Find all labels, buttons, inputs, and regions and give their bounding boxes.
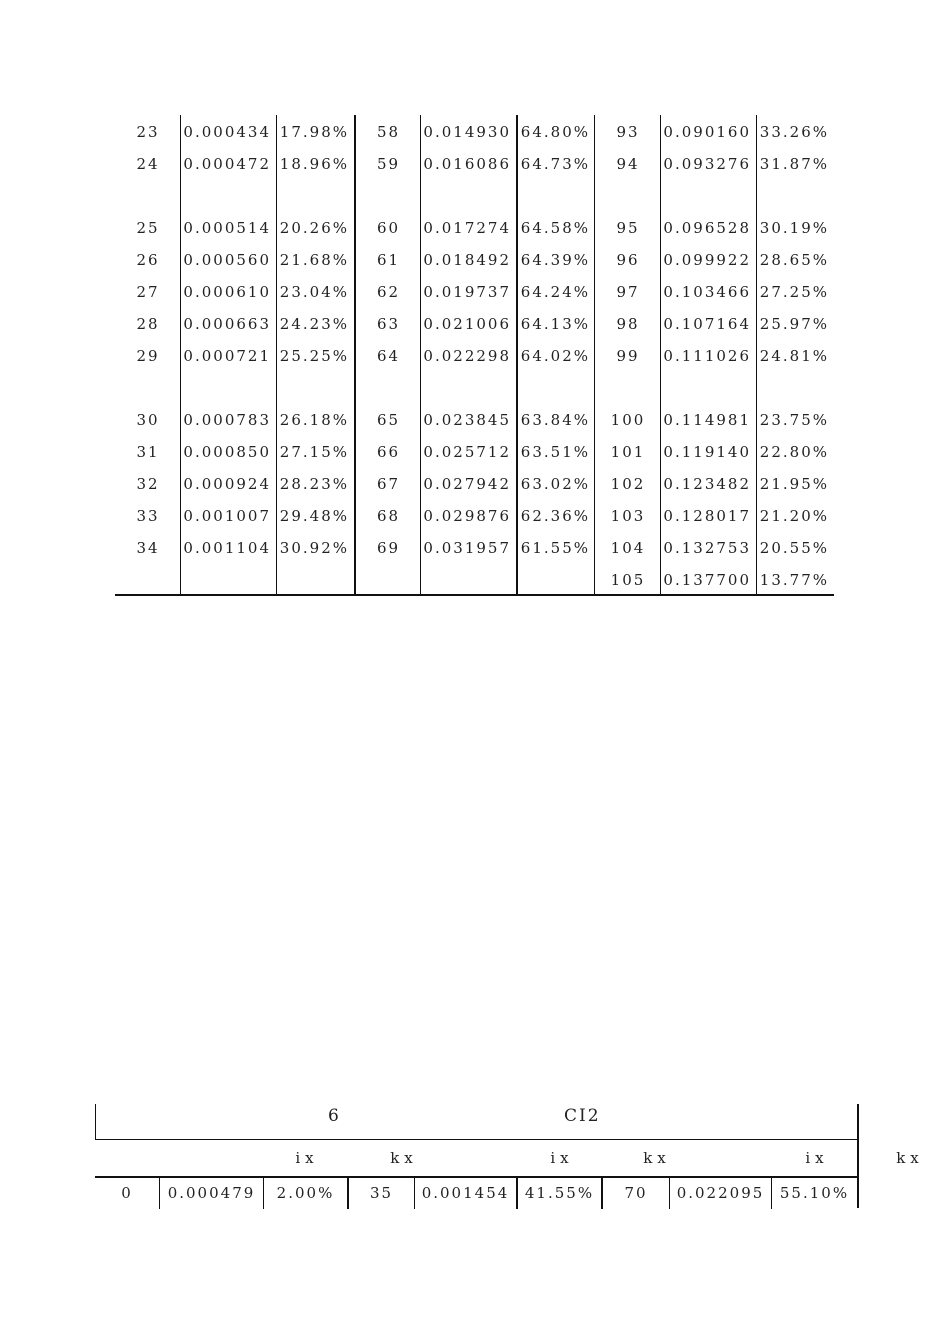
table-row [115,212,834,244]
table-row [95,1177,857,1209]
ix-cell: 0.019737 [423,283,511,301]
ix-cell [181,564,271,596]
ix-cell: 0.001007 [183,507,271,525]
table-row [115,404,834,436]
kx-cell: 24.23% [279,315,349,333]
ix-cell: 0.132753 [663,539,751,557]
kx-cell: 17.98% [279,123,349,141]
age-cell: 99 [616,347,640,365]
ix-cell [661,180,751,212]
age-cell: 62 [376,283,401,301]
table-title-row [95,1104,859,1139]
age-cell: 65 [376,411,401,429]
ix-cell: 0.123482 [663,475,751,493]
table-row [115,340,834,372]
age-cell: 0 [121,1184,133,1202]
age-cell: 101 [610,443,646,461]
ix-cell: 0.103466 [663,283,751,301]
ix-cell: 0.016086 [423,155,511,173]
age-cell: 24 [136,155,160,173]
ix-cell: 0.031957 [423,539,511,557]
ix-cell: 0.000850 [183,443,271,461]
age-cell: 70 [624,1184,648,1202]
age-cell: 105 [610,571,646,589]
kx-cell: 23.75% [759,411,829,429]
ix-cell: 0.025712 [423,443,511,461]
ix-cell [421,564,511,596]
age-cell [356,180,421,212]
kx-cell: 30.92% [279,539,349,557]
kx-cell: 61.55% [520,539,590,557]
age-cell: 96 [616,251,640,269]
ix-cell: 0.022298 [423,347,511,365]
ix-cell: 0.000924 [183,475,271,493]
column-header [447,1140,499,1176]
column-header [701,1140,753,1176]
age-cell: 68 [376,507,401,525]
ix-cell: 0.014930 [423,123,511,141]
kx-cell: 62.36% [520,507,590,525]
age-cell: 29 [136,347,160,365]
kx-cell [518,372,590,404]
kx-cell: 64.58% [520,219,590,237]
kx-cell [518,564,590,596]
kx-cell [757,372,829,404]
kx-cell: 2.00% [276,1184,335,1202]
ix-cell: 0.000514 [183,219,271,237]
table-row [115,436,834,468]
kx-cell: 21.20% [759,507,829,525]
ix-cell: 0.099922 [663,251,751,269]
age-cell: 98 [616,315,640,333]
table-row [115,532,834,564]
column-header: ix [295,1149,319,1167]
kx-cell: 28.65% [759,251,829,269]
age-cell [115,180,181,212]
ix-cell: 0.137700 [663,571,751,589]
age-cell [356,564,421,596]
kx-cell: 25.25% [279,347,349,365]
kx-cell: 55.10% [779,1184,850,1202]
ix-cell: 0.000560 [183,251,271,269]
ix-cell: 0.000434 [183,123,271,141]
kx-cell [518,180,590,212]
kx-cell: 64.13% [520,315,590,333]
ix-cell: 0.001104 [183,539,271,557]
table-row [115,308,834,340]
age-cell: 35 [369,1184,394,1202]
kx-cell: 30.19% [759,219,829,237]
ix-cell: 0.000479 [167,1184,256,1202]
age-cell: 104 [610,539,646,557]
ix-cell: 0.027942 [423,475,511,493]
kx-cell: 21.68% [279,251,349,269]
kx-cell: 25.97% [759,315,829,333]
table-title-code: CI2 [564,1106,601,1126]
kx-cell: 64.39% [520,251,590,269]
ix-cell: 0.017274 [423,219,511,237]
table-row [115,468,834,500]
kx-cell: 31.87% [759,155,829,173]
age-cell: 31 [136,443,160,461]
kx-cell: 63.02% [520,475,590,493]
age-cell: 28 [136,315,160,333]
ix-cell: 0.018492 [423,251,511,269]
ix-cell: 0.119140 [663,443,751,461]
table-row [115,500,834,532]
ix-cell: 0.096528 [663,219,751,237]
kx-cell: 27.25% [759,283,829,301]
ix-cell [661,372,751,404]
kx-cell: 64.80% [520,123,590,141]
table-row [115,276,834,308]
age-cell [115,564,181,596]
age-cell: 23 [136,123,160,141]
ix-cell: 0.114981 [663,411,751,429]
ix-cell: 0.023845 [423,411,511,429]
age-cell: 34 [136,539,160,557]
ix-cell: 0.000610 [183,283,271,301]
ix-cell [181,180,271,212]
kx-cell [277,372,349,404]
ix-cell: 0.000783 [183,411,271,429]
age-cell: 66 [376,443,401,461]
column-header: kx [390,1149,418,1167]
ix-cell [421,372,511,404]
kx-cell [757,180,829,212]
table-row [115,116,834,148]
ix-cell: 0.000472 [183,155,271,173]
kx-cell: 20.55% [759,539,829,557]
kx-cell: 26.18% [279,411,349,429]
kx-cell: 64.24% [520,283,590,301]
ix-cell: 0.000721 [183,347,271,365]
kx-cell: 64.02% [520,347,590,365]
table-row [115,180,834,212]
age-cell: 93 [616,123,640,141]
ix-cell: 0.001454 [421,1184,510,1202]
age-cell: 95 [616,219,640,237]
ix-cell [181,372,271,404]
kx-cell: 63.84% [520,411,590,429]
kx-cell: 23.04% [279,283,349,301]
age-cell: 63 [376,315,401,333]
kx-cell: 24.81% [759,347,829,365]
kx-cell: 21.95% [759,475,829,493]
age-cell: 30 [136,411,160,429]
kx-cell: 27.15% [279,443,349,461]
column-header: kx [896,1149,924,1167]
kx-cell: 64.73% [520,155,590,173]
kx-cell: 41.55% [524,1184,595,1202]
age-cell: 69 [376,539,401,557]
age-cell [115,372,181,404]
age-cell: 94 [616,155,640,173]
kx-cell: 33.26% [759,123,829,141]
ix-cell: 0.128017 [663,507,751,525]
age-cell: 100 [610,411,646,429]
age-cell: 25 [136,219,160,237]
ix-cell: 0.021006 [423,315,511,333]
table-row [115,244,834,276]
ix-cell [421,180,511,212]
kx-cell: 29.48% [279,507,349,525]
kx-cell: 22.80% [759,443,829,461]
column-header [95,1140,139,1176]
ix-cell: 0.029876 [423,507,511,525]
kx-cell [277,564,349,596]
column-header: ix [550,1149,574,1167]
age-cell: 61 [376,251,401,269]
table-header-row [95,1140,924,1176]
age-cell: 33 [136,507,160,525]
age-cell: 97 [616,283,640,301]
age-cell: 27 [136,283,160,301]
age-cell: 58 [376,123,401,141]
reserve-table-6 [95,1104,924,1208]
table-row [115,564,834,596]
age-cell: 60 [376,219,401,237]
column-header: ix [805,1149,829,1167]
kx-cell [277,180,349,212]
table-title-number: 6 [328,1106,341,1126]
ix-cell: 0.111026 [663,347,751,365]
age-cell [356,372,421,404]
kx-cell: 18.96% [279,155,349,173]
column-header: kx [643,1149,671,1167]
kx-cell: 20.26% [279,219,349,237]
age-cell [595,180,661,212]
age-cell [595,372,661,404]
ix-cell: 0.093276 [663,155,751,173]
table-row [115,148,834,180]
age-cell: 26 [136,251,160,269]
kx-cell: 13.77% [759,571,829,589]
table-row [115,372,834,404]
kx-cell: 63.51% [520,443,590,461]
ix-cell: 0.107164 [663,315,751,333]
ix-cell: 0.090160 [663,123,751,141]
age-cell: 32 [136,475,160,493]
age-cell: 67 [376,475,401,493]
age-cell: 102 [610,475,646,493]
ix-cell: 0.022095 [676,1184,765,1202]
ix-cell: 0.000663 [183,315,271,333]
age-cell: 103 [610,507,646,525]
age-cell: 64 [376,347,401,365]
age-cell: 59 [376,155,401,173]
kx-cell: 28.23% [279,475,349,493]
